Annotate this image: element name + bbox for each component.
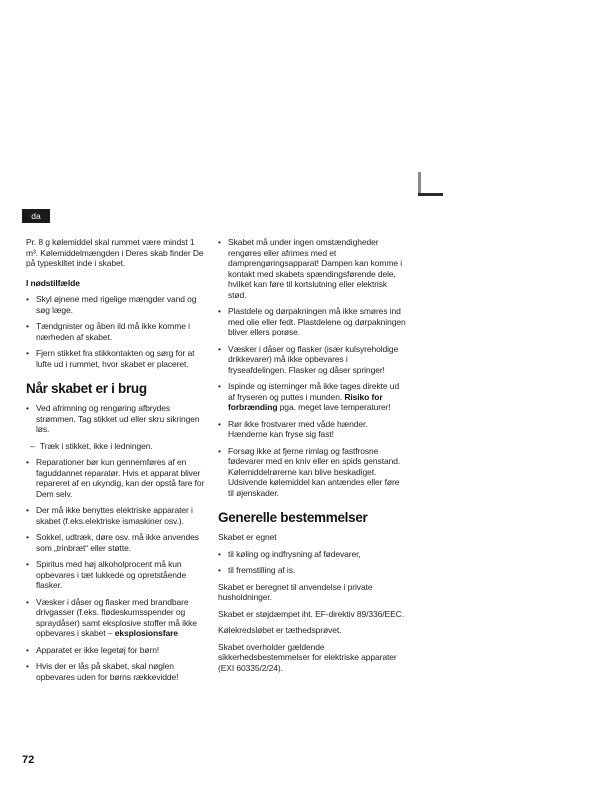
list-item-text: Ved afrimning og rengøring afbrydes strømmen. Tag stikket ud eller skru sikringen løs. [36, 403, 200, 434]
crop-mark-vertical [418, 172, 421, 195]
list-item [26, 321, 208, 342]
list-item-text: Reparationer bør kun gennemføres af en faguddannet reparatør. Hvis et apparat bliver repareret af en ukyndig, kan der opstå fare for Dem selv. [36, 457, 205, 499]
paragraph: Skabet er egnet [218, 532, 277, 542]
list-item-text: Fjern stikket fra stikkontakten og sørg for at lufte ud i rummet, hvor skabet er placeret. [36, 348, 195, 369]
list-item [26, 597, 208, 639]
language-badge: da [22, 209, 50, 223]
list-item-text: til køling og indfrysning af fødevarer, [228, 548, 361, 559]
list-item [218, 306, 406, 338]
list-item-text: Der må ikke benyttes elektriske apparater i skabet (f.eks.elektriske ismaskiner osv.). [36, 505, 193, 526]
list-item [26, 348, 208, 369]
list-item [26, 505, 208, 526]
list-item [26, 532, 208, 553]
list-item-text: Rør ikke frostvarer med våde hænder. Hænderne kan fryse sig fast! [228, 418, 368, 439]
crop-mark-horizontal [418, 193, 443, 196]
bullet-marker: • [218, 343, 221, 354]
list-item [218, 419, 406, 440]
bullet-marker: • [218, 445, 221, 456]
bullet-marker: • [26, 321, 29, 331]
list-item [26, 457, 208, 499]
list-item [218, 446, 406, 499]
list-item [26, 661, 208, 682]
list-item-text: Skabet må under ingen omstændigheder rengøres eller afrimes med et damprengøringsapparat! Dampen kan komme i kontakt med skabets spændingsførende dele, hvilket kan føre til kortslutning eller elektrisk stød. [228, 237, 403, 300]
bullet-marker: • [218, 306, 221, 316]
list-item-text: Træk i stikket, ikke i ledningen. [40, 440, 153, 451]
bullet-marker: • [26, 403, 29, 413]
list-item-text: Spiritus med høj alkoholprocent må kun opbevares i tæt lukkede og opretstående flasker. [36, 559, 187, 590]
bullet-marker: • [218, 381, 221, 391]
list-item [26, 559, 208, 591]
list-item-text: Sokkel, udtræk, døre osv. må ikke anvendes som „trinbræt“ eller støtte. [36, 532, 199, 553]
bullet-marker: • [218, 548, 221, 559]
bullet-marker: • [218, 237, 221, 247]
list-item-text: Plastdele og dørpakningen må ikke smøres ind med olie eller fedt. Plastdelene og dørpakningen bliver ellers porøse. [228, 306, 406, 337]
list-item-text: Væsker i dåser og flasker med brandbare drivgasser (f.eks. flødeskumsspender og spraydåser) samt eksplosive stoffer må ikke opbevares i skabet – eksplosionsfare [36, 596, 197, 638]
paragraph: Pr. 8 g kølemiddel skal rummet være mindst 1 m³. Kølemiddelmængden i Deres skab finder De på typeskiltet inde i skabet. [26, 237, 204, 268]
left-column [26, 237, 208, 682]
bullet-marker: • [26, 532, 29, 542]
list-item-text: Forsøg ikke at fjerne rimlag og fastfrosne fødevarer med en kniv eller en spids genstand. Kølemiddelrørerne kan blive beskadiget. Udsivende kølemiddel kan antændes eller føre til øjenskader. [228, 445, 401, 498]
list-item [218, 549, 406, 560]
bullet-marker: • [218, 565, 221, 575]
paragraph: Skabet overholder gældende sikkerhedsbestemmelser for elektriske apparater (EXI 60335/2/24). [218, 641, 397, 673]
paragraph: Kølekredsløbet er tæthedsprøvet. [218, 625, 342, 635]
list-item-text: Tændgnister og åben ild må ikke komme i nærheden af skabet. [36, 321, 190, 342]
list-item-text: Apparatet er ikke legetøj for børn! [36, 644, 160, 655]
bullet-marker: • [26, 505, 29, 515]
bullet-marker: • [26, 559, 29, 569]
dash-marker: – [30, 440, 35, 451]
bullet-marker: • [218, 418, 221, 429]
bullet-marker: • [26, 661, 29, 671]
list-item [26, 645, 208, 656]
right-column [218, 237, 406, 673]
sub-list-item [26, 441, 208, 452]
list-item-text: Hvis der er lås på skabet, skal nøglen opbevares uden for børns rækkevidde! [36, 661, 179, 682]
list-item-text: til fremstilling af is. [228, 565, 296, 575]
list-item [26, 294, 208, 315]
list-item-text: Skyl øjnene med rigelige mængder vand og søg læge. [36, 294, 197, 315]
bullet-marker: • [26, 596, 29, 607]
section-heading: Når skabet er i brug [26, 381, 147, 396]
list-item [218, 565, 406, 576]
list-item-text: Væsker i dåser og flasker (især kulsyreholdige drikkevarer) må ikke opbevares i fryseafdelingen. Flasker og dåser springer! [228, 343, 399, 375]
section-heading: Generelle bestemmelser [218, 510, 368, 525]
paragraph: Skabet er beregnet til anvendelse i private husholdninger. [218, 581, 373, 602]
page-number: 72 [22, 754, 35, 766]
bullet-marker: • [26, 348, 29, 358]
list-item-text: Ispinde og isterninger må ikke tages direkte ud af fryseren og puttes i munden. Risiko for forbrænding pga. meget lave temperaturer! [228, 381, 400, 412]
bullet-marker: • [26, 294, 29, 304]
bullet-marker: • [26, 457, 29, 467]
paragraph: Skabet er støjdæmpet iht. EF-direktiv 89/336/EEC. [218, 608, 404, 619]
list-item [218, 237, 406, 300]
list-item [218, 381, 406, 413]
section-heading: I nødstilfælde [26, 277, 80, 288]
bullet-marker: • [26, 644, 29, 655]
list-item [218, 344, 406, 376]
list-item [26, 403, 208, 435]
